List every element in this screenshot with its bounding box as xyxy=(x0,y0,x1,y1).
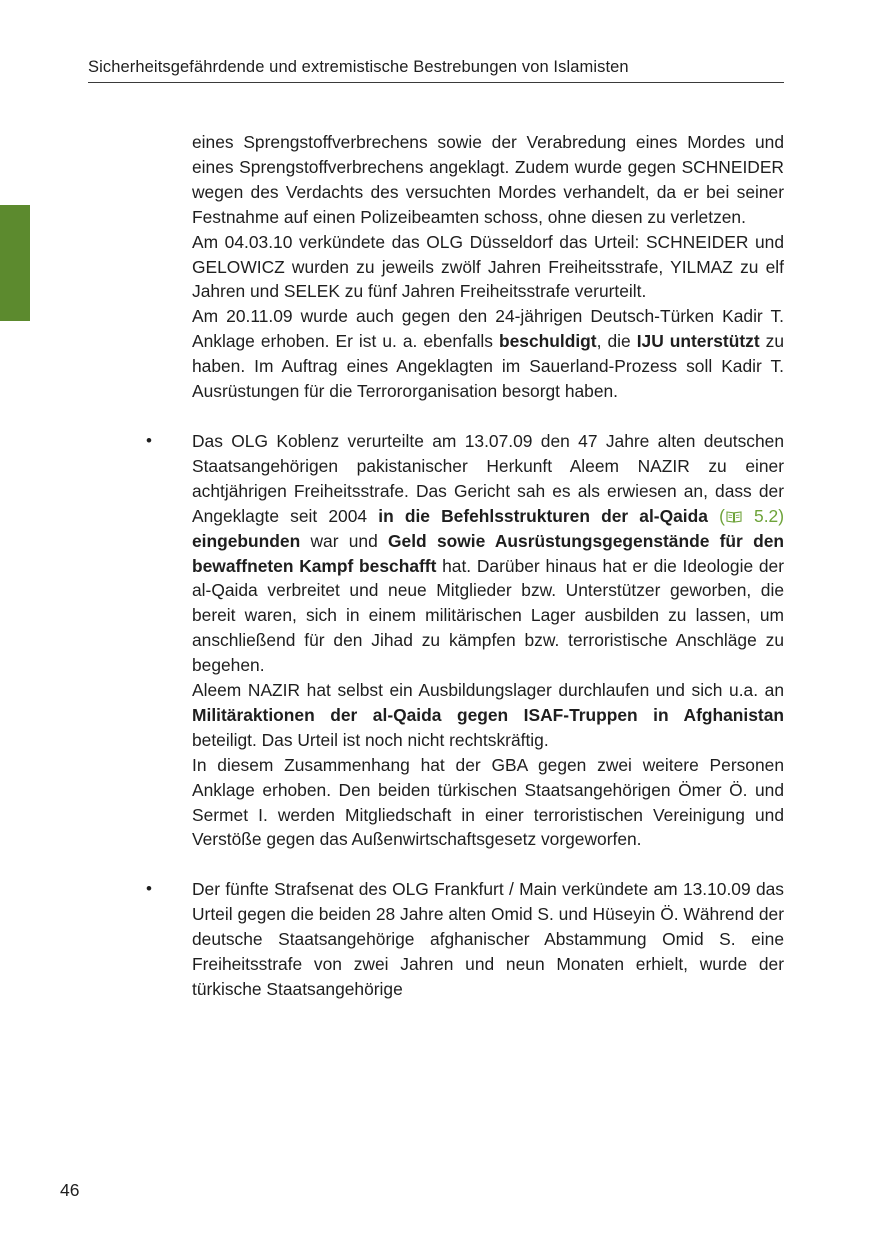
bold-run: in die Befehlsstrukturen der al-Qaida xyxy=(378,505,708,526)
paragraph-nazir-verdict xyxy=(192,429,784,678)
text-run: hat. Darüber hinaus hat er die Ideologie der al-Qaida verbreitet und neue Mitglieder bzw. Unterstützer geworben, die bereit waren, sich in einem militärischen Lager ausbilden zu lassen, um anschließend für den Jihad zu kämpfen bzw. terroristische Anschläge zu begehen. xyxy=(192,555,784,676)
paragraph-verdict: Am 04.03.10 verkündete das OLG Düsseldorf das Urteil: SCHNEIDER und GELOWICZ wurden zu jeweils zwölf Jahren Freiheitsstrafe, YILMAZ zu elf Jahren und SELEK zu fünf Jahren Freiheitsstrafe verurteilt. xyxy=(192,231,784,302)
bullet-icon: • xyxy=(146,879,152,899)
paragraph-gba-charges: In diesem Zusammenhang hat der GBA gegen zwei weitere Personen Anklage erhoben. Den beiden türkischen Staatsangehörigen Ömer Ö. und Sermet I. werden Mitgliedschaft in einer terroristischen Vereinigung und Verstöße gegen das Außenwirtschaftsgesetz vorgeworfen. xyxy=(192,754,784,850)
body-text xyxy=(146,130,784,1002)
book-icon xyxy=(726,510,742,523)
ref-text: 5.2) xyxy=(742,505,784,526)
bold-run: IJU unterstützt xyxy=(636,331,760,352)
bold-run: Geld sowie Ausrüstungsgegenstände für den bewaffneten Kampf beschafft xyxy=(192,530,784,576)
text-run: Aleem NAZIR hat selbst ein Ausbildungslager durchlaufen und sich u.a. an xyxy=(192,680,784,701)
bullet-icon: • xyxy=(146,430,152,450)
text-run: Am 20.11.09 wurde auch gegen den 24-jährigen Deutsch-Türken Kadir T. Anklage erhoben. Er ist u. a. ebenfalls xyxy=(192,306,784,352)
ref-open: ( xyxy=(707,505,725,526)
paragraph-frankfurt-verdict: Der fünfte Strafsenat des OLG Frankfurt / Main verkündete am 13.10.09 das Urteil gegen die beiden 28 Jahre alten Omid S. und Hüseyin Ö. Während der deutsche Staatsangehörige afghanischer Abstammung Omid S. eine Freiheitsstrafe von zwei Jahren und neun Monaten erhielt, wurde der türkische Staatsangehörige xyxy=(192,879,784,999)
text-run: zu haben. Im Auftrag eines Angeklagten im Sauerland-Prozess soll Kadir T. Ausrüstungen für die Terrororganisation besorgt haben. xyxy=(192,331,784,402)
chapter-marker-tab xyxy=(0,205,30,321)
bold-run: Militäraktionen der al-Qaida gegen ISAF-Truppen in Afghanistan xyxy=(192,704,784,725)
bullet-item-frankfurt xyxy=(146,877,784,1002)
paragraph-kadir-t xyxy=(192,304,784,404)
text-run: , die xyxy=(596,331,637,352)
continued-section xyxy=(192,130,784,404)
bullet-item-nazir xyxy=(146,429,784,852)
paragraph-indictment: eines Sprengstoffverbrechens sowie der Verabredung eines Mordes und eines Sprengstoffverbrechens angeklagt. Zudem wurde gegen SCHNEIDER wegen des Verdachts des versuchten Mordes verhandelt, da er bei seiner Festnahme auf einen Polizeibeamten schoss, ohne diesen zu verletzen. xyxy=(192,132,784,227)
bold-run: beschuldigt xyxy=(499,331,597,352)
page-number: 46 xyxy=(60,1180,80,1200)
bold-run: eingebunden xyxy=(192,530,301,551)
cross-reference-link[interactable] xyxy=(708,506,784,526)
text-run: war und xyxy=(300,530,389,551)
running-header: Sicherheitsgefährdende und extremistische Bestrebungen von Islamisten xyxy=(88,58,784,83)
text-run: beteiligt. Das Urteil ist noch nicht rechtskräftig. xyxy=(192,729,549,750)
text-run: Das OLG Koblenz verurteilte am 13.07.09 den 47 Jahre alten deutschen Staatsangehörigen pakistanischer Herkunft Aleem NAZIR zu einer achtjährigen Freiheitsstrafe. Das Gericht sah es als erwiesen an, dass der Angeklagte seit 2004 xyxy=(192,430,784,526)
paragraph-nazir-camp xyxy=(192,678,784,753)
